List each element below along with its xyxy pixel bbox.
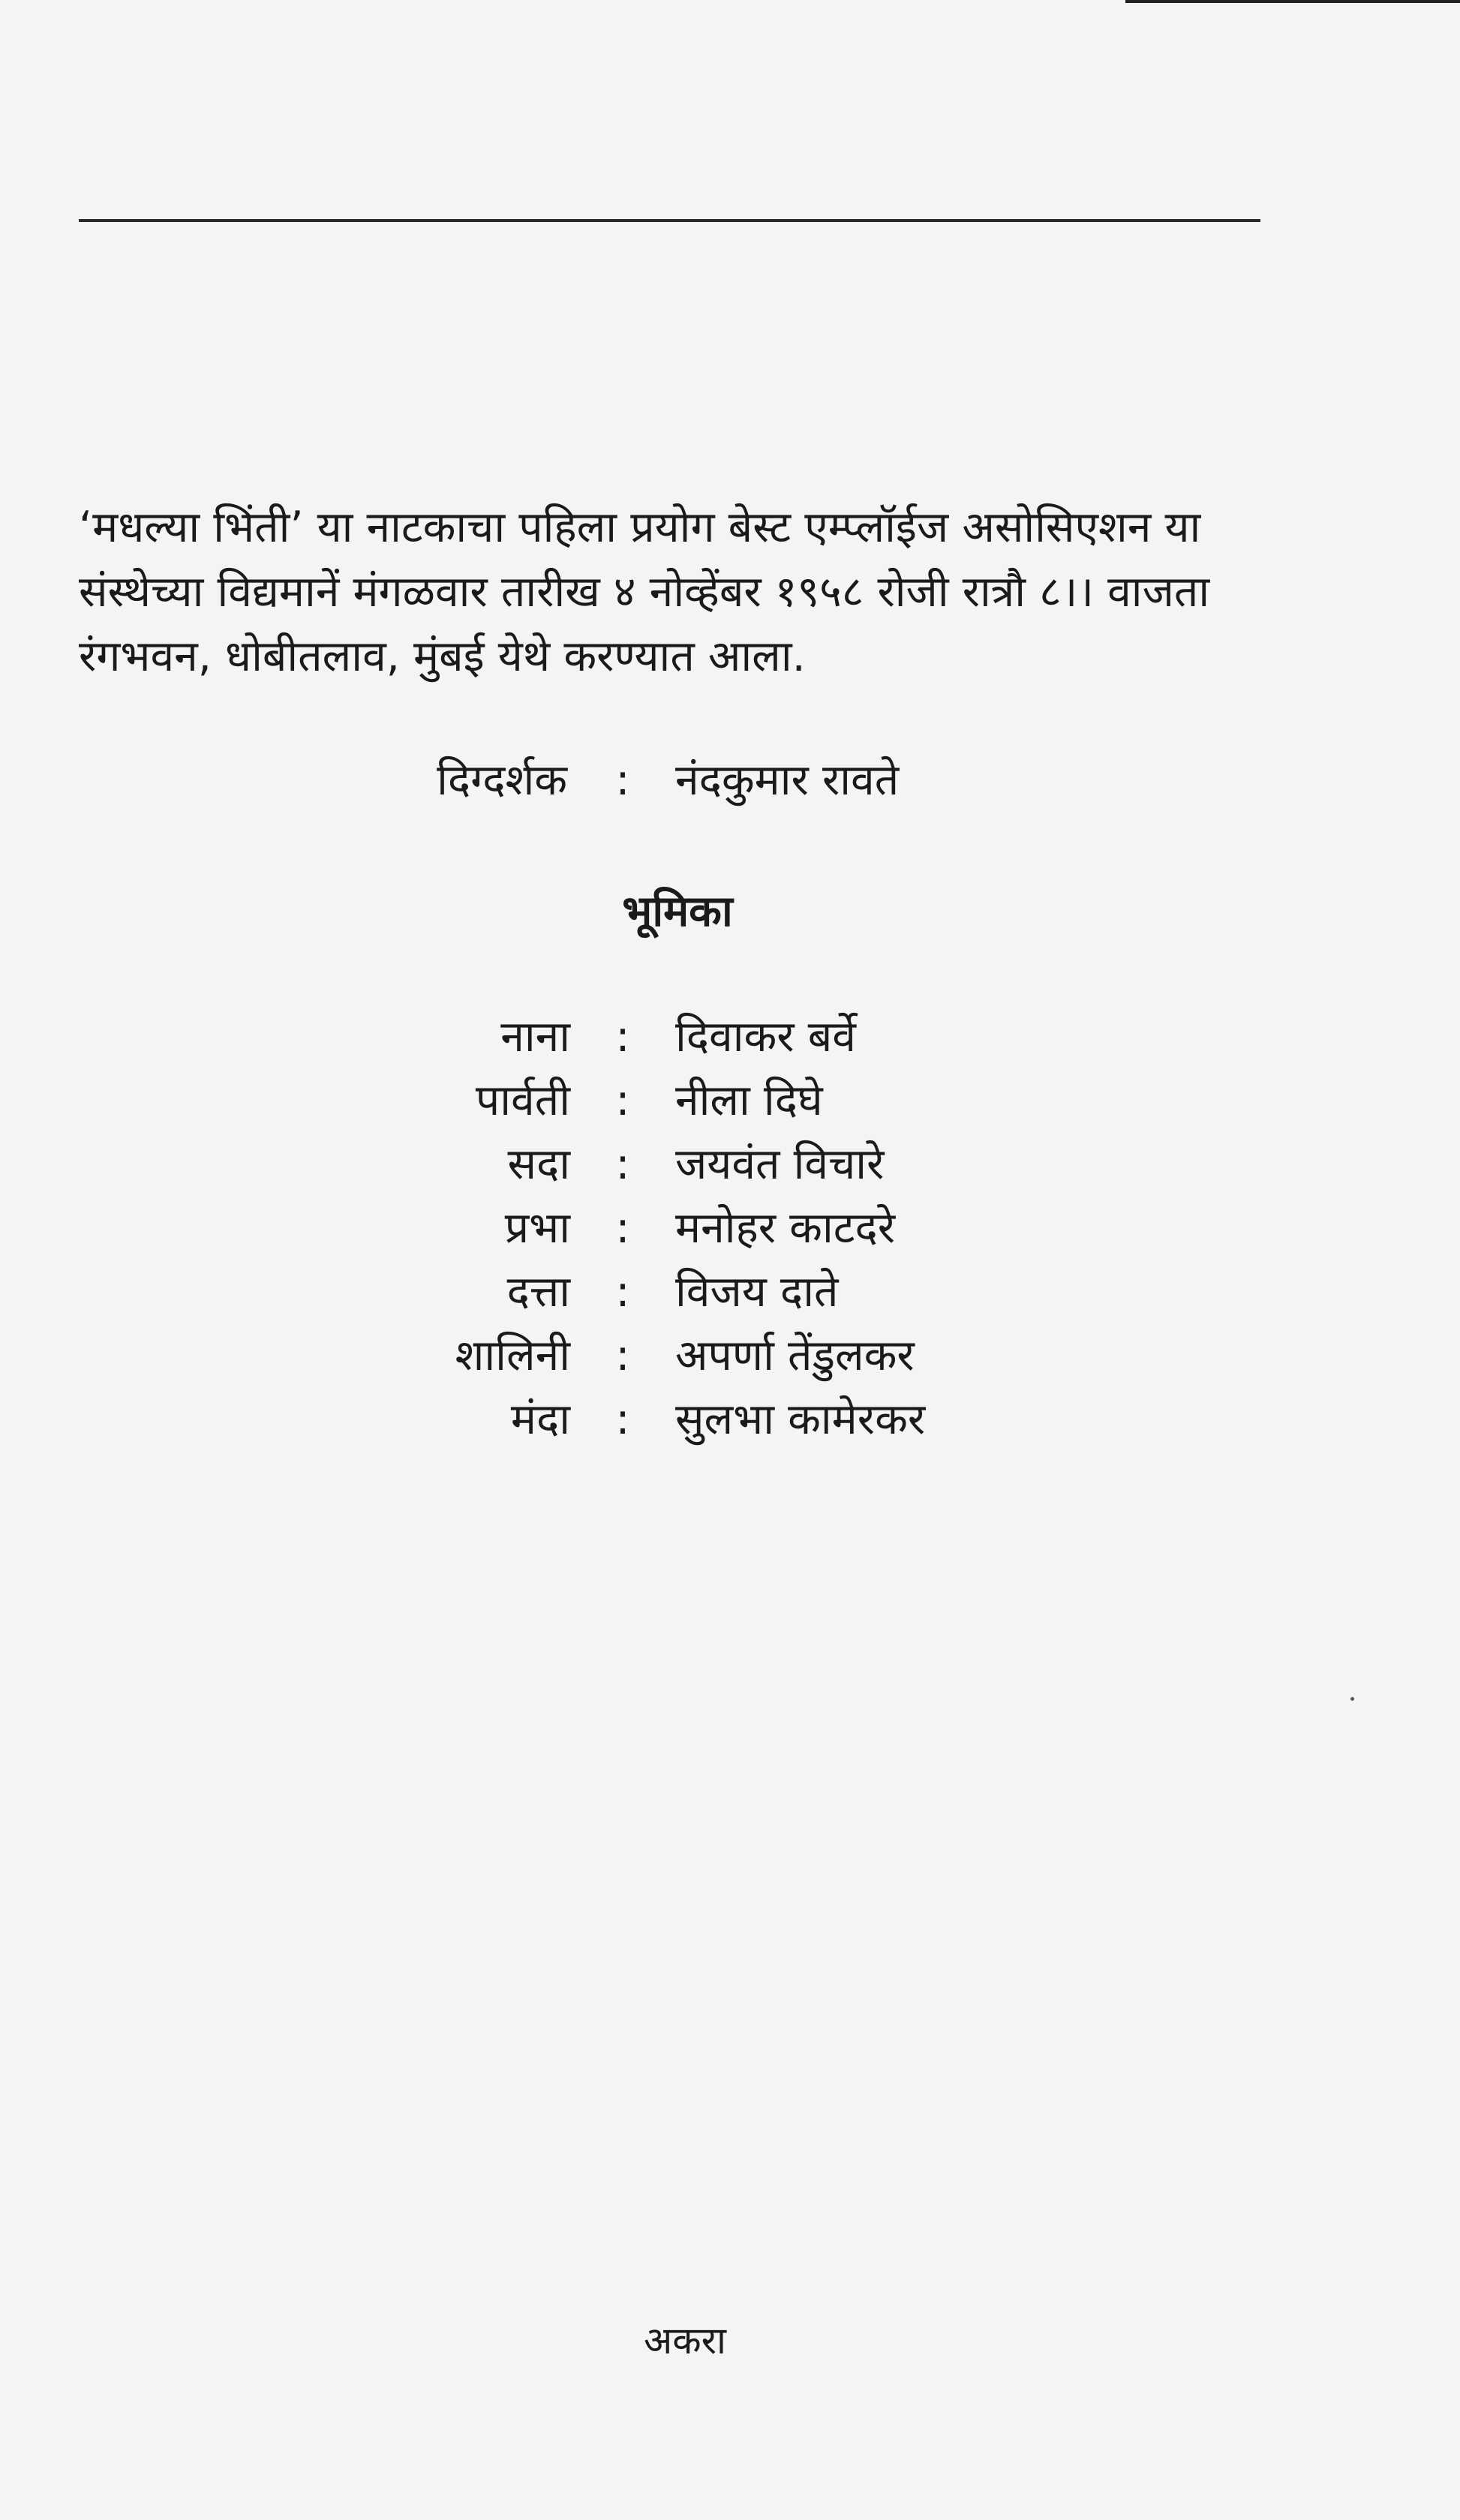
paper-speck xyxy=(1350,1697,1354,1701)
cast-role: प्रभा xyxy=(504,1203,570,1253)
cast-actor: नीला दिघे xyxy=(675,1076,823,1125)
cast-row xyxy=(0,1260,1460,1324)
cast-actor: अपर्णा तेंडुलकर xyxy=(675,1331,915,1380)
cast-role: दत्ता xyxy=(506,1267,570,1317)
page-number-text: अकरा xyxy=(644,2319,726,2362)
cast-separator: : xyxy=(615,1140,630,1189)
cast-actor: मनोहर काटदरे xyxy=(675,1203,896,1253)
director-name: नंदकुमार रावते xyxy=(675,755,900,805)
cast-role: मंदा xyxy=(510,1395,570,1444)
cast-role: पार्वती xyxy=(475,1076,570,1125)
cast-role: शालिनी xyxy=(455,1331,570,1380)
cast-actor: विजय दाते xyxy=(675,1267,839,1317)
cast-row xyxy=(0,1197,1460,1260)
cast-role: नाना xyxy=(500,1012,570,1062)
director-label: दिग्दर्शक xyxy=(437,755,567,805)
cast-separator: : xyxy=(615,1203,630,1253)
cast-heading-text: भूमिका xyxy=(622,887,733,936)
cast-row xyxy=(0,1069,1460,1133)
cast-row xyxy=(0,1324,1460,1388)
cast-row xyxy=(0,1005,1460,1069)
intro-paragraph xyxy=(79,495,1279,689)
cast-row xyxy=(0,1388,1460,1452)
director-credit xyxy=(0,746,1460,814)
cast-separator: : xyxy=(615,1267,630,1317)
cast-separator: : xyxy=(615,1331,630,1380)
page-number xyxy=(0,2311,1460,2371)
cast-separator: : xyxy=(615,1076,630,1125)
top-rule xyxy=(79,219,1260,222)
cast-actor: जयवंत विचारे xyxy=(675,1140,885,1189)
cast-actor: सुलभा कामेरकर xyxy=(675,1395,926,1444)
cast-actor: दिवाकर बर्वे xyxy=(675,1012,856,1062)
intro-line: रंगभवन, धोबीतलाव, मुंबई येथे करण्यात आला. xyxy=(79,632,806,681)
cast-heading xyxy=(0,878,1460,945)
cast-role: सदा xyxy=(507,1140,570,1189)
cast-separator: : xyxy=(615,1012,630,1062)
director-separator: : xyxy=(615,755,630,805)
intro-line: संस्थेच्या विद्यमानें मंगळवार तारीख ४ नोव्हेंबर १९५८ रोजी रात्रौ ८।। वाजता xyxy=(79,567,1210,617)
page-edge-shadow xyxy=(1125,0,1460,3)
cast-list xyxy=(0,1005,1460,1452)
cast-row xyxy=(0,1133,1460,1197)
cast-separator: : xyxy=(615,1395,630,1444)
intro-line: ‘मधल्या भिंती’ या नाटकाचा पहिला प्रयोग बेस्ट एम्प्लॉईज असोसिएशन या xyxy=(79,503,1201,552)
